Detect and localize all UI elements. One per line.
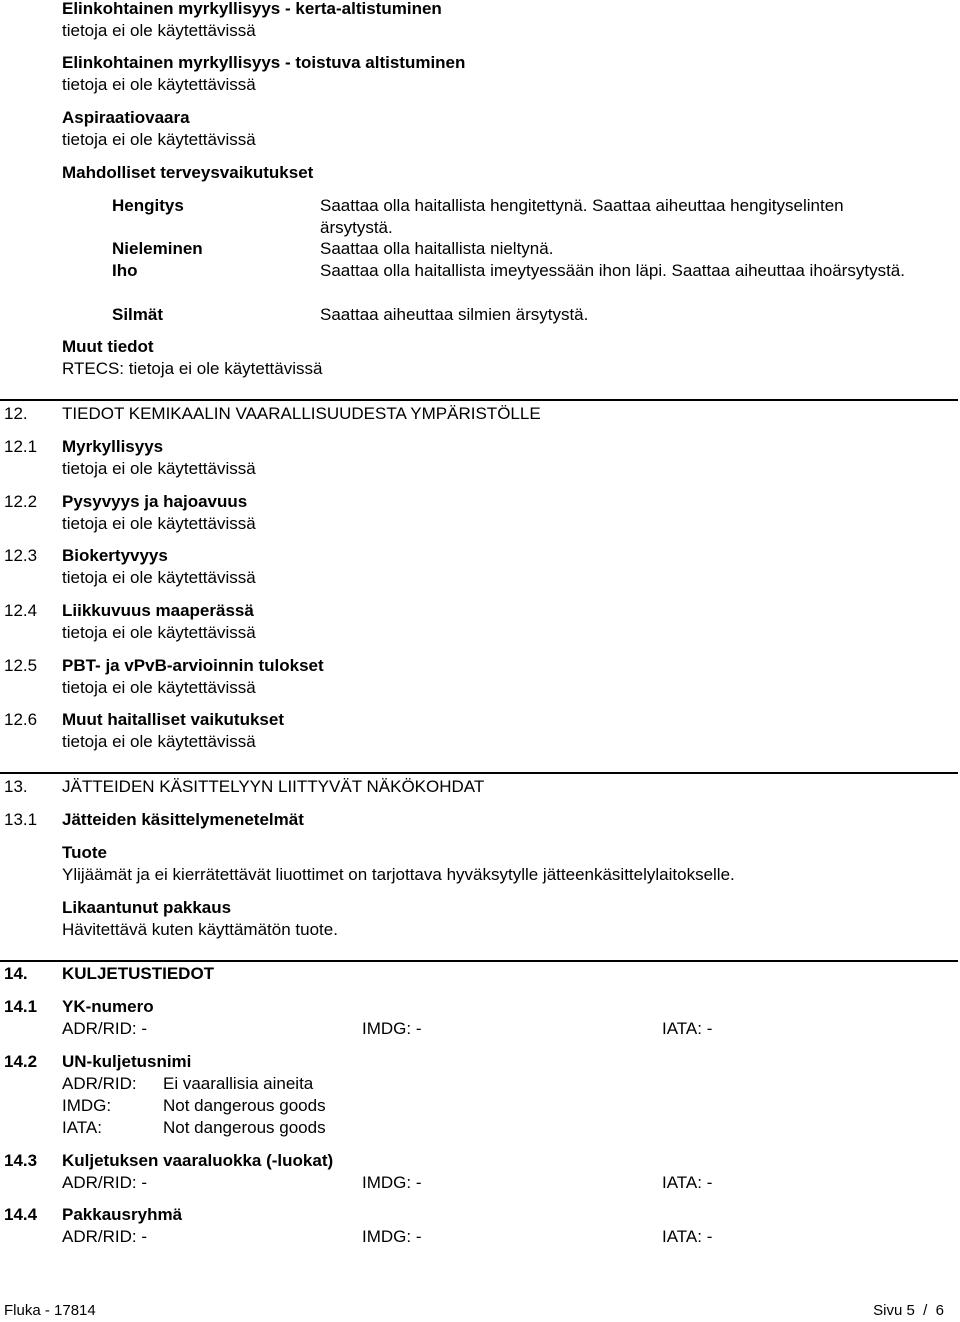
repeated-exposure-title: Elinkohtainen myrkyllisyys - toistuva altistuminen	[62, 53, 466, 72]
section-12-title: TIEDOT KEMIKAALIN VAARALLISUUDESTA YMPÄRISTÖLLE	[62, 404, 541, 423]
item-12-4-number: 12.4	[4, 601, 38, 620]
footer-product: Fluka - 17814	[4, 1302, 96, 1319]
single-exposure-title: Elinkohtainen myrkyllisyys - kerta-altistuminen	[62, 0, 442, 18]
section-13-rule	[0, 772, 958, 774]
section-12-number: 12.	[4, 404, 28, 423]
item-12-5-value: tietoja ei ole käytettävissä	[62, 678, 256, 697]
item-12-3-number: 12.3	[4, 546, 38, 565]
shipping-imdg-value: Not dangerous goods	[163, 1096, 326, 1115]
item-12-5-title: PBT- ja vPvB-arvioinnin tulokset	[62, 656, 324, 675]
shipping-iata-label: IATA:	[62, 1118, 102, 1137]
package-text: Hävitettävä kuten käyttämätön tuote.	[62, 920, 338, 939]
item-12-2-title: Pysyvyys ja hajoavuus	[62, 492, 248, 511]
item-14-4-iata: IATA: -	[662, 1227, 713, 1246]
item-14-3-adr: ADR/RID: -	[62, 1173, 147, 1192]
section-14-rule	[0, 960, 958, 962]
item-12-6-value: tietoja ei ole käytettävissä	[62, 732, 256, 751]
section-13-title: JÄTTEIDEN KÄSITTELYYN LIITTYVÄT NÄKÖKOHDAT	[62, 777, 485, 796]
item-14-1-iata: IATA: -	[662, 1019, 713, 1038]
item-14-1-adr: ADR/RID: -	[62, 1019, 147, 1038]
item-12-3-value: tietoja ei ole käytettävissä	[62, 568, 256, 587]
route-eyes: Silmät	[112, 305, 164, 324]
item-14-4-number: 14.4	[4, 1205, 38, 1224]
product-title: Tuote	[62, 843, 108, 862]
route-ingestion: Nieleminen	[112, 239, 203, 258]
product-text: Ylijäämät ja ei kierrätettävät liuottimet on tarjottava hyväksytylle jätteenkäsittelylaitokselle.	[62, 865, 735, 884]
item-12-2-value: tietoja ei ole käytettävissä	[62, 514, 256, 533]
item-12-6-number: 12.6	[4, 710, 38, 729]
item-14-1-imdg: IMDG: -	[362, 1019, 422, 1038]
other-info-title: Muut tiedot	[62, 337, 154, 356]
section-14-number: 14.	[4, 964, 28, 983]
item-14-2-title: UN-kuljetusnimi	[62, 1052, 192, 1071]
item-14-4-title: Pakkausryhmä	[62, 1205, 183, 1224]
item-12-6-title: Muut haitalliset vaikutukset	[62, 710, 284, 729]
aspiration-value: tietoja ei ole käytettävissä	[62, 130, 256, 149]
item-14-3-number: 14.3	[4, 1151, 38, 1170]
shipping-iata-value: Not dangerous goods	[163, 1118, 326, 1137]
shipping-adr-value: Ei vaarallisia aineita	[163, 1074, 314, 1093]
health-effects-title: Mahdolliset terveysvaikutukset	[62, 163, 314, 182]
item-12-1-number: 12.1	[4, 437, 38, 456]
item-12-2-number: 12.2	[4, 492, 38, 511]
item-14-3-iata: IATA: -	[662, 1173, 713, 1192]
item-12-5-number: 12.5	[4, 656, 38, 675]
route-skin: Iho	[112, 261, 138, 280]
section-14-title: KULJETUSTIEDOT	[62, 964, 215, 983]
item-12-1-value: tietoja ei ole käytettävissä	[62, 459, 256, 478]
item-13-1-number: 13.1	[4, 810, 38, 829]
item-14-3-imdg: IMDG: -	[362, 1173, 422, 1192]
item-14-4-adr: ADR/RID: -	[62, 1227, 147, 1246]
effect-eyes: Saattaa aiheuttaa silmien ärsytystä.	[320, 305, 589, 324]
item-12-3-title: Biokertyvyys	[62, 546, 168, 565]
shipping-adr-label: ADR/RID:	[62, 1074, 137, 1093]
effect-inhalation: Saattaa olla haitallista hengitettynä. Saattaa aiheuttaa hengityselinten ärsytystä.	[320, 196, 844, 237]
item-14-1-title: YK-numero	[62, 997, 154, 1016]
single-exposure-value: tietoja ei ole käytettävissä	[62, 21, 256, 40]
item-12-1-title: Myrkyllisyys	[62, 437, 164, 456]
footer-page-number: Sivu 5 / 6	[873, 1302, 944, 1319]
aspiration-title: Aspiraatiovaara	[62, 108, 190, 127]
section-13-number: 13.	[4, 777, 28, 796]
item-12-4-title: Liikkuvuus maaperässä	[62, 601, 254, 620]
shipping-imdg-label: IMDG:	[62, 1096, 112, 1115]
package-title: Likaantunut pakkaus	[62, 898, 232, 917]
repeated-exposure-value: tietoja ei ole käytettävissä	[62, 75, 256, 94]
item-14-3-title: Kuljetuksen vaaraluokka (-luokat)	[62, 1151, 334, 1170]
rtecs-value: RTECS: tietoja ei ole käytettävissä	[62, 359, 323, 378]
item-14-2-number: 14.2	[4, 1052, 38, 1071]
effect-skin: Saattaa olla haitallista imeytyessään ihon läpi. Saattaa aiheuttaa ihoärsytystä.	[320, 261, 905, 280]
section-12-rule	[0, 399, 958, 401]
item-14-1-number: 14.1	[4, 997, 38, 1016]
item-14-4-imdg: IMDG: -	[362, 1227, 422, 1246]
effect-ingestion: Saattaa olla haitallista nieltynä.	[320, 239, 554, 258]
item-12-4-value: tietoja ei ole käytettävissä	[62, 623, 256, 642]
route-inhalation: Hengitys	[112, 196, 184, 215]
item-13-1-title: Jätteiden käsittelymenetelmät	[62, 810, 304, 829]
